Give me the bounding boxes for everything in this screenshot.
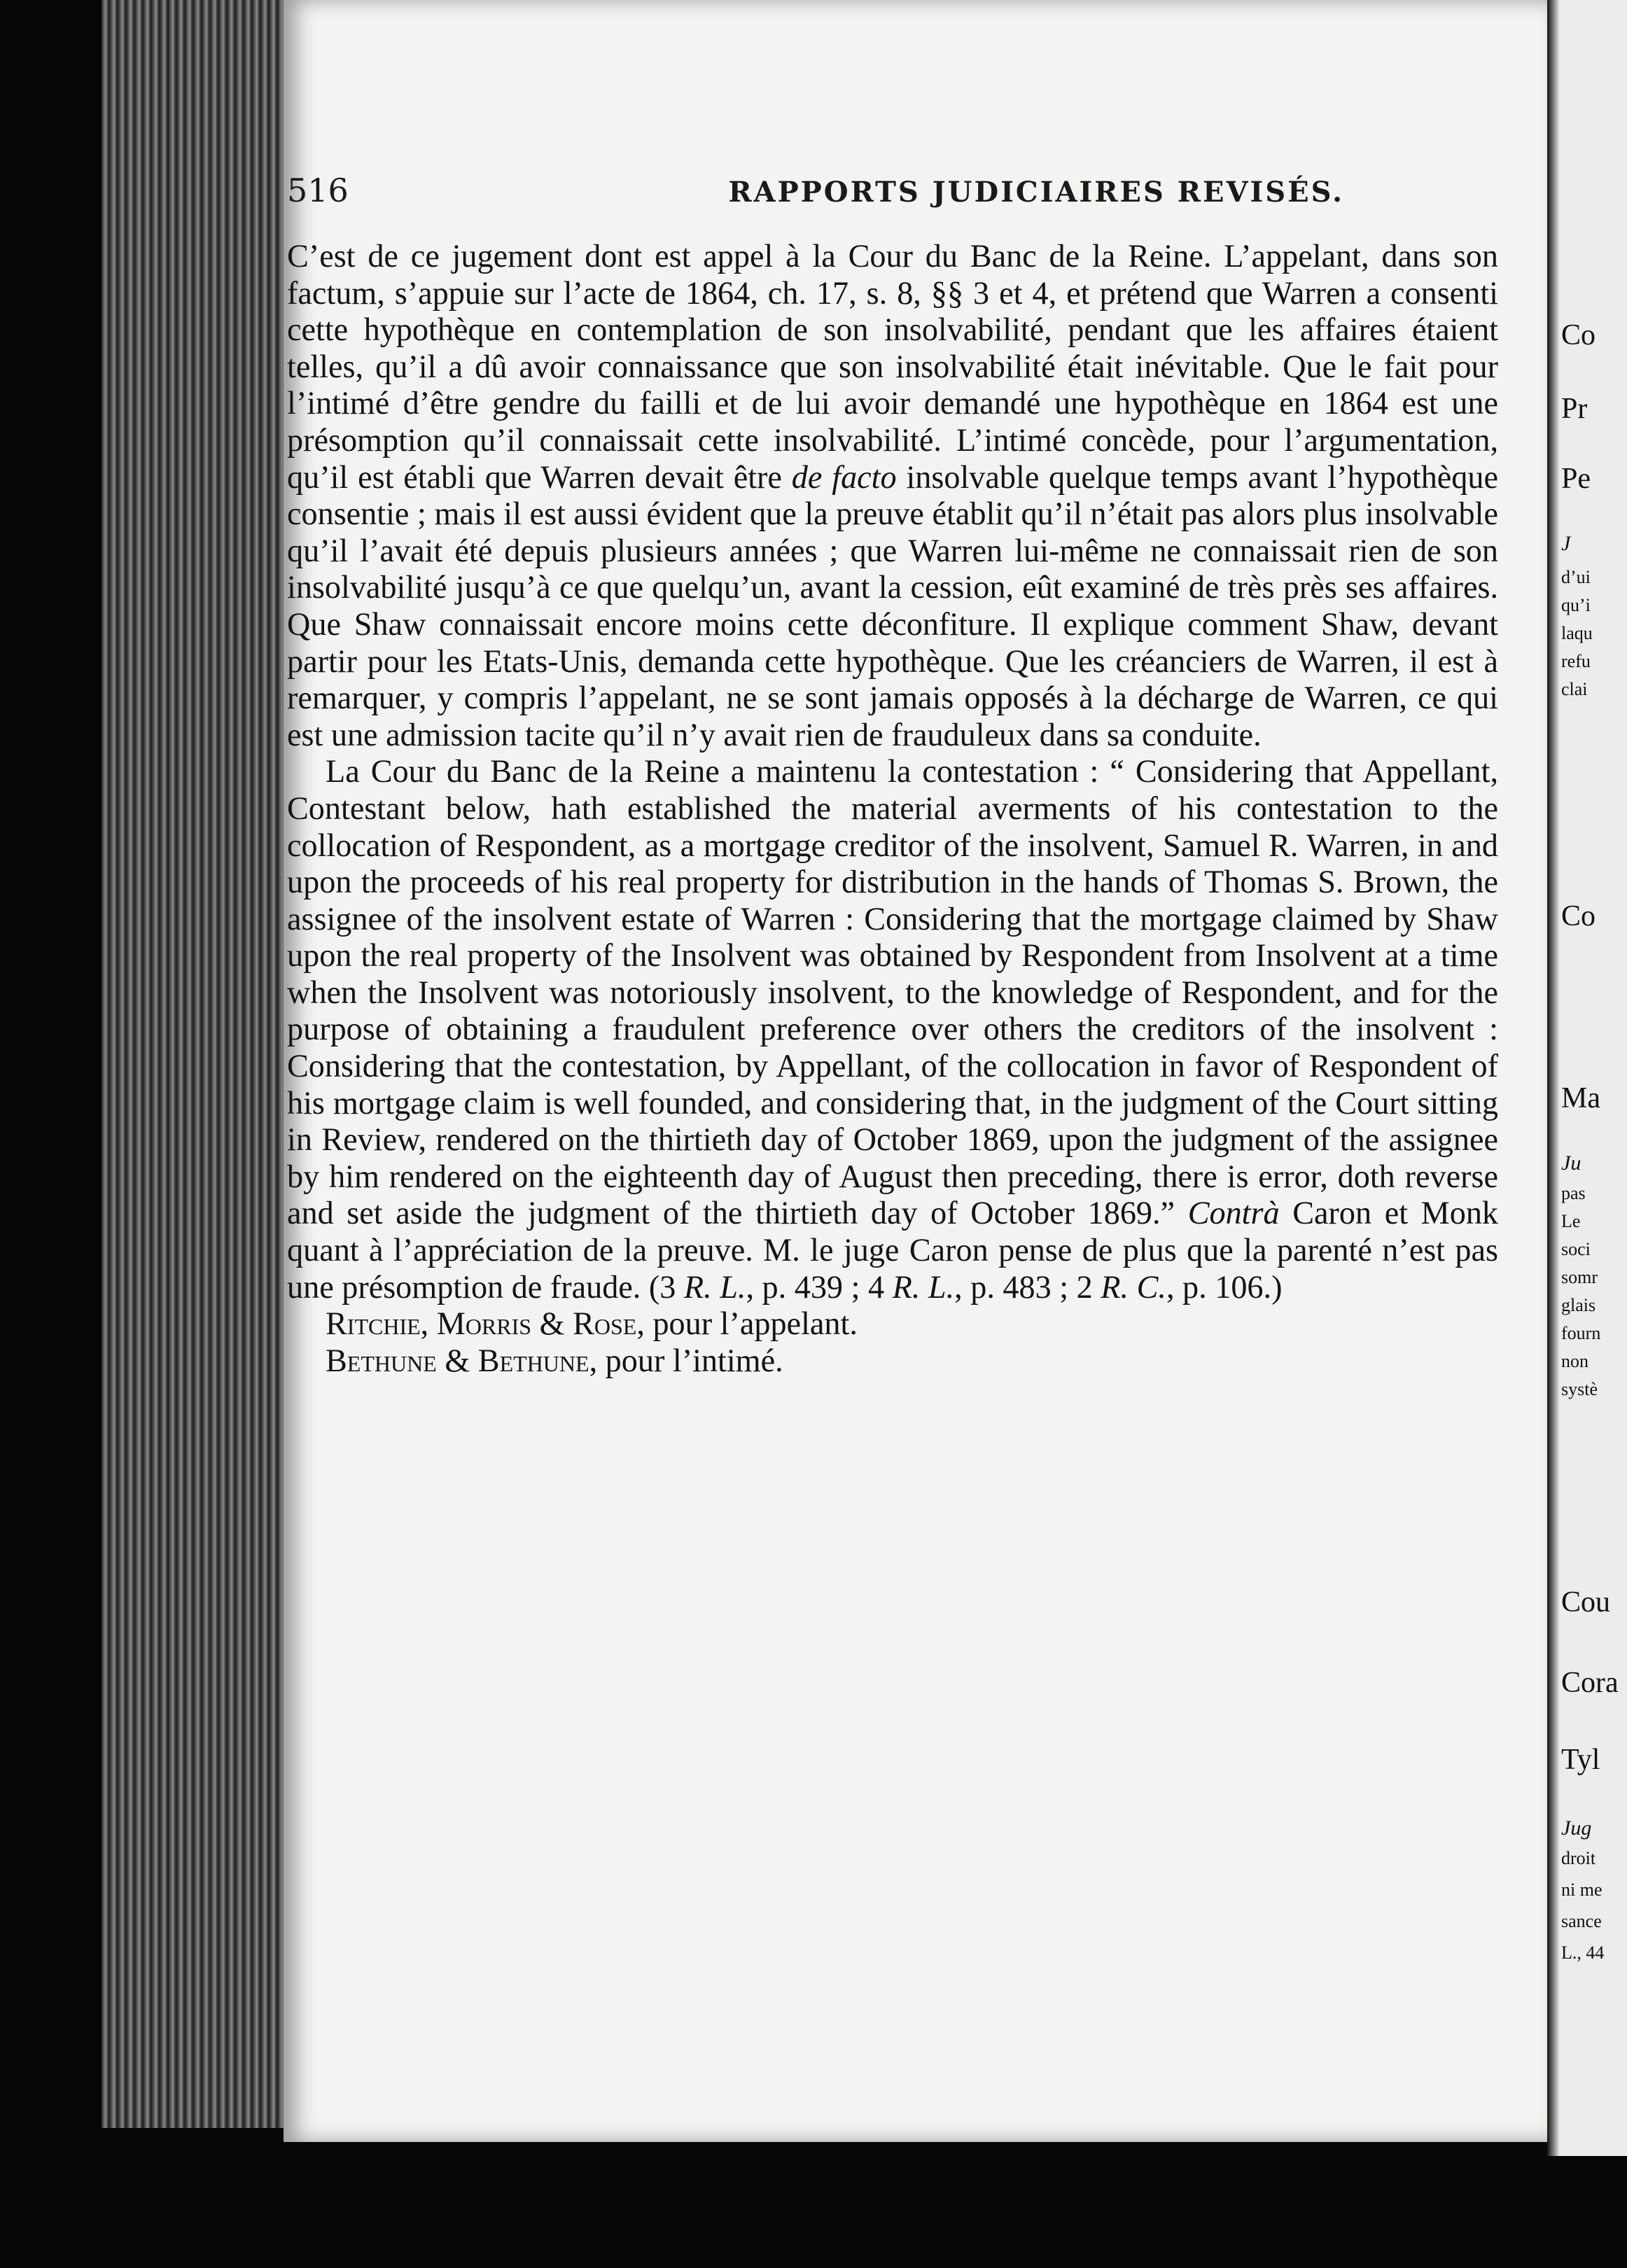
margin-fragment: qu’i (1561, 595, 1591, 615)
margin-fragment: Tyl (1561, 1744, 1600, 1776)
margin-fragment: sance (1561, 1911, 1602, 1931)
margin-fragment: soci (1561, 1239, 1591, 1259)
page-content (287, 172, 1533, 1963)
margin-fragment: d’ui (1561, 567, 1591, 587)
margin-fragment: laqu (1561, 623, 1593, 643)
margin-fragment: ni me (1561, 1879, 1602, 1900)
margin-fragment: L., 44 (1561, 1942, 1605, 1963)
citation-rc: R. C. (1101, 1268, 1166, 1305)
margin-fragment: somr (1561, 1267, 1598, 1287)
margin-fragment: fourn (1561, 1323, 1601, 1343)
margin-fragment: J (1561, 532, 1571, 555)
paragraph-argument: C’est de ce jugement dont est appel à la Cour du Banc de la Reine. L’appelant, dans son factum, s’appuie sur l’acte de 1864, ch. 17, s. 8, §§ 3 et 4, et prétend que Warren a consenti cette hypothèque en contemplation de son insolvabilité, pendant que les affaires étaient telles, qu’il a dû avoir connaissance que son insolvabilité était inévitable. Que le fait pour l’intimé d’être gendre du failli et de lui avoir demandé une hypothèque en 1864 est une présomption qu’il connaissait cette insolvabilité. L’intimé concède, pour l’argumentation, qu’il est établi que Warren devait être de facto insolvable quelque temps avant l’hypothèque consentie ; mais il est aussi évident que la preuve établit qu’il n’était pas alors plus insolvable qu’il l’avait été depuis plusieurs années ; que Warren lui-même ne connaissait rien de son insolvabilité jusqu’à ce que quelqu’un, avant la cession, eût examiné de très près ses affaires. Que Shaw connaissait encore moins cette déconfiture. Il explique comment Shaw, devant partir pour les Etats-Unis, demanda cette hypothèque. Que les créanciers de Warren, il est à remarquer, y compris l’appelant, ne se sont jamais opposés à la décharge de Warren, ce qui est une admission tacite qu’il n’y avait rien de frauduleux dans sa conduite. (287, 238, 1498, 752)
margin-fragment: Cora (1561, 1667, 1619, 1699)
margin-fragment: Ju (1561, 1152, 1581, 1175)
margin-fragment: Co (1561, 319, 1596, 351)
counsel-appellant: Ritchie, Morris & Rose, pour l’appelant. (326, 1306, 858, 1342)
margin-fragment: Pe (1561, 463, 1591, 495)
citation-rl-2: R. L. (892, 1268, 955, 1305)
counsel-respondent: Bethune & Bethune, pour l’intimé. (326, 1342, 783, 1378)
running-title: RAPPORTS JUDICIAIRES REVISÉS. (728, 176, 1344, 209)
margin-fragment: Ma (1561, 1082, 1600, 1114)
page-number: 516 (287, 172, 349, 209)
page-header (287, 172, 1533, 227)
margin-fragment: refu (1561, 651, 1591, 671)
margin-fragment: systè (1561, 1379, 1598, 1399)
margin-fragment: droit (1561, 1848, 1596, 1868)
margin-fragment: clai (1561, 679, 1588, 699)
stacked-page-edges (102, 0, 312, 2128)
margin-fragment: Cou (1561, 1586, 1611, 1618)
italic-de-facto: de facto (791, 458, 897, 495)
margin-fragment: Pr (1561, 393, 1588, 425)
right-page-edge (1547, 0, 1627, 2156)
margin-fragment: Jug (1561, 1816, 1592, 1840)
margin-fragment: Le (1561, 1211, 1581, 1231)
body-text (287, 238, 1498, 1379)
paragraph-judgment: La Cour du Banc de la Reine a maintenu la contestation : “ Considering that Appellant, Contestant below, hath established the material averments of his contestation to the collocation of Respondent, as a mortgage creditor of the insolvent, Samuel R. Warren, in and upon the proceeds of his real property for distribution in the hands of Thomas S. Brown, the assignee of the insolvent estate of Warren : Considering that the mortgage claimed by Shaw upon the real property of the Insolvent was obtained by Respondent from Insolvent at a time when the Insolvent was notoriously insolvent, to the knowledge of Respondent, and for the purpose of obtaining a fraudulent preference over others the creditors of the insolvent : Considering that the contestation, by Appellant, of the collocation in favor of Respondent of his mortgage claim is well founded, and considering that, in the judgment of the Court sitting in Review, rendered on the thirtieth day of October 1869, upon the judgment of the assignee by him rendered on the eighteenth day of August then preceding, there is error, doth reverse and set aside the judgment of the thirtieth day of October 1869.” Contrà Caron et Monk quant à l’appréciation de la preuve. M. le juge Caron pense de plus que la parenté n’est pas une présomption de fraude. (3 R. L., p. 439 ; 4 R. L., p. 483 ; 2 R. C., p. 106.) (287, 753, 1499, 1305)
italic-contra: Contrà (1187, 1195, 1280, 1231)
margin-fragment: Co (1561, 900, 1596, 932)
margin-fragment: glais (1561, 1295, 1596, 1315)
margin-fragment: non (1561, 1351, 1588, 1371)
citation-rl-1: R. L. (683, 1268, 746, 1305)
margin-fragment: pas (1561, 1183, 1586, 1203)
